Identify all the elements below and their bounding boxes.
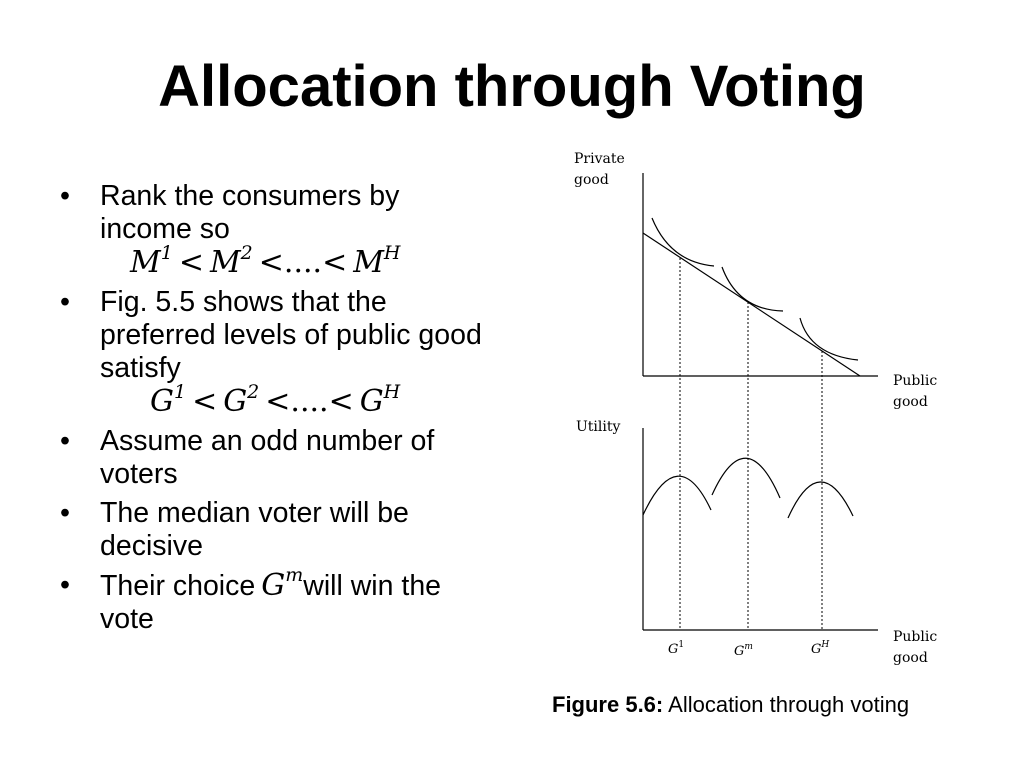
- top-x-label-1: Public: [893, 373, 938, 389]
- public-good-ordering-formula: $G^1 < G^2$ <....< $G^H$: [150, 381, 401, 419]
- budget-line: [643, 233, 860, 376]
- bullet-text-rank: Rank the consumers by income so: [100, 180, 400, 245]
- tick-g1: $G^1$: [668, 640, 685, 657]
- bullet-odd-voters: [60, 425, 490, 491]
- top-y-label-2: good: [574, 172, 609, 188]
- voting-figure: [560, 140, 960, 680]
- bottom-x-label-1: Public: [893, 629, 938, 645]
- top-x-label-2: good: [893, 394, 928, 410]
- utility-curve-h: [788, 482, 853, 518]
- bullet-text-fig: Fig. 5.5 shows that the preferred levels of public good satisfy: [100, 286, 482, 384]
- utility-label: Utility: [576, 419, 621, 435]
- bullet-list: [60, 180, 490, 642]
- top-y-label-1: Private: [574, 151, 625, 167]
- income-ordering-formula: $M^1 < M^2$ <....< $M^H$: [130, 242, 401, 280]
- bullet-text-odd: Assume an odd number of voters: [100, 425, 435, 490]
- utility-curve-m: [712, 458, 780, 498]
- tick-gh: $G^H$: [811, 640, 830, 657]
- utility-curve-1: [643, 476, 711, 515]
- bottom-x-label-2: good: [893, 650, 928, 666]
- bullet-median-voter: [60, 497, 490, 563]
- bullet-fig-5-5: [60, 286, 490, 419]
- tick-gm: $G^m$: [734, 642, 753, 659]
- bullet-rank-consumers: [60, 180, 490, 280]
- indifference-curve-m: [722, 267, 783, 311]
- indifference-curve-h: [800, 318, 858, 360]
- median-choice-symbol: $G^m$: [261, 564, 304, 603]
- bullet-text-median: The median voter will be decisive: [100, 497, 409, 562]
- figure-caption: Figure 5.6: Allocation through voting: [552, 692, 910, 717]
- bullet-their-choice: • Their choice $G^mwill$ win the vote: [60, 569, 490, 636]
- slide-title: Allocation through Voting: [158, 54, 866, 119]
- figure-svg: [560, 140, 960, 680]
